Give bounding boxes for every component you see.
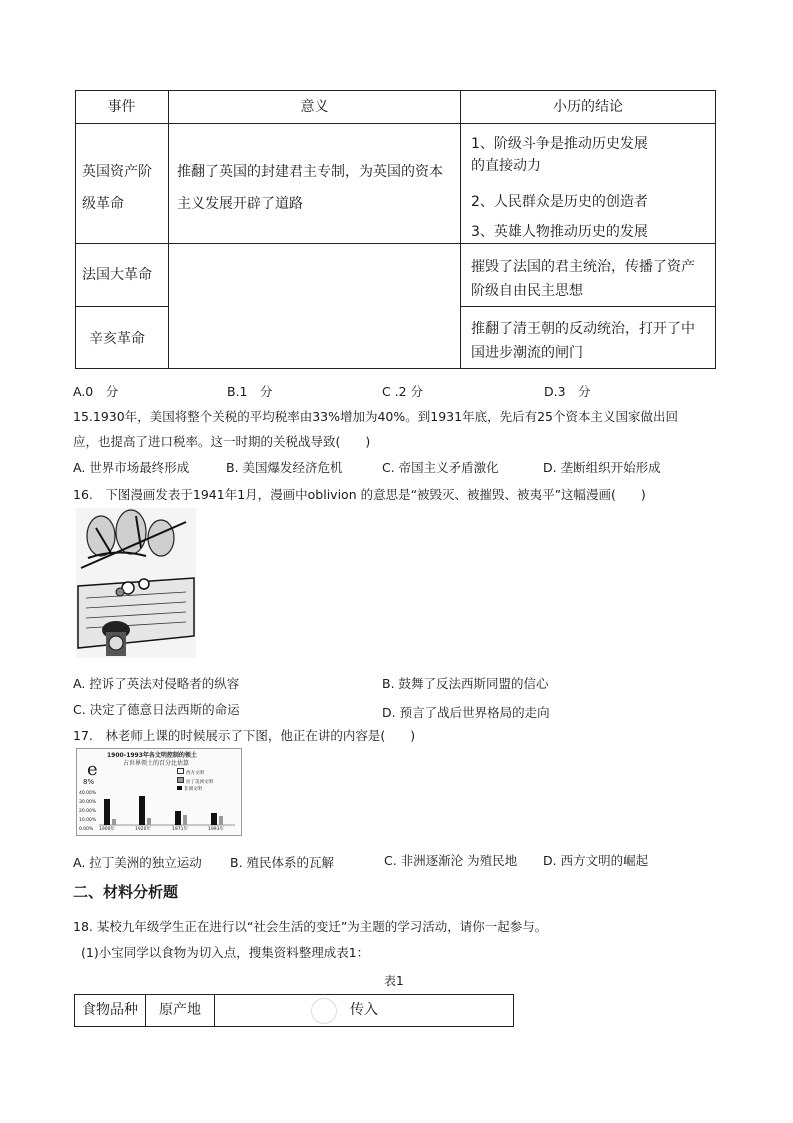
meaning-english-line2: 主义发展开辟了道路	[177, 196, 303, 212]
table1-caption: 表1	[384, 974, 404, 988]
q17-text: 17. 林老师上课的时候展示了下图，他正在讲的内容是( )	[73, 728, 416, 743]
event-french-revolution: 法国大革命	[82, 267, 152, 283]
legend-latin: 拉丁美洲文明	[186, 780, 213, 785]
q16-option-a[interactable]: A. 控诉了英法对侵略者的纵容	[73, 676, 240, 691]
food-header-variety: 食物品种	[82, 1002, 138, 1018]
legend-western: 西方文明	[186, 771, 204, 776]
bar-1920-western	[139, 796, 145, 825]
bar-1900-western	[104, 799, 110, 825]
q17-option-b[interactable]: B. 殖民体系的瓦解	[230, 855, 335, 870]
q16-option-d[interactable]: D. 预言了战后世界格局的走向	[382, 705, 550, 720]
legend-africa: 非洲文明	[184, 787, 202, 792]
q15-option-a[interactable]: A. 世界市场最终形成	[73, 460, 190, 475]
event-xinhai-revolution: 辛亥革命	[89, 331, 145, 347]
bar-1993-latin	[219, 816, 223, 825]
q17-option-a[interactable]: A. 拉丁美洲的独立运动	[73, 855, 202, 870]
event-english-revolution-line1: 英国资产阶	[82, 164, 152, 180]
q15-text-line2: 应，也提高了进口税率。这一时期的关税战导致( )	[73, 434, 371, 449]
conclusion-2: 2、人民群众是历史的创造者	[471, 194, 648, 210]
chart-title-line1: 1900-1993年各文明控制的领土	[107, 752, 197, 759]
header-meaning: 意义	[300, 99, 329, 115]
ytick-0: 0.00%	[79, 827, 94, 832]
ytick-40: 40.00%	[79, 791, 97, 796]
meaning-xinhai-line2: 国进步潮流的闸门	[471, 345, 583, 361]
xtick-1900: 1900年	[99, 827, 115, 832]
q16-text: 16. 下图漫画发表于1941年1月，漫画中oblivion 的意思是“被毁灭、被摧毁、被夷平”这幅漫画( )	[73, 487, 646, 502]
chart-big-letter: e	[87, 759, 98, 780]
q15-option-c[interactable]: C. 帝国主义矛盾激化	[382, 460, 499, 475]
q15-text-line1: 15.1930年，美国将整个关税的平均税率由33%增加为40%。到1931年底，先后有25个资本主义国家做出回	[73, 409, 678, 424]
q17-option-c[interactable]: C. 非洲逐渐沦 为殖民地	[384, 853, 518, 868]
meaning-xinhai-line1: 推翻了清王朝的反动统治，打开了中	[471, 321, 695, 337]
meaning-english-line1: 推翻了英国的封建君主专制，为英国的资本	[177, 164, 443, 180]
q14-option-c[interactable]: C .2 分	[382, 384, 424, 399]
food-header-origin: 原产地	[159, 1002, 201, 1018]
q16-option-b[interactable]: B. 鼓舞了反法西斯同盟的信心	[382, 676, 549, 691]
ytick-30: 30.00%	[79, 800, 97, 805]
meaning-french-line1: 摧毁了法国的君主统治，传播了资产	[471, 259, 695, 275]
food-header-introduced: 传入	[350, 1002, 378, 1018]
event-english-revolution-line2: 级革命	[82, 196, 124, 212]
food-table	[74, 994, 514, 1027]
conclusion-1a: 1、阶级斗争是推动历史发展	[471, 136, 648, 152]
q15-option-b[interactable]: B. 美国爆发经济危机	[226, 460, 343, 475]
section2-title: 二、材料分析题	[73, 883, 179, 901]
q14-option-d[interactable]: D.3 分	[544, 384, 591, 399]
bar-1971-western	[175, 811, 181, 825]
bar-1971-latin	[183, 815, 187, 825]
xtick-1993: 1993年	[208, 827, 224, 832]
bar-1920-latin	[147, 818, 151, 825]
bar-1900-latin	[112, 819, 116, 825]
q17-option-d[interactable]: D. 西方文明的崛起	[543, 853, 649, 868]
header-event: 事件	[107, 99, 136, 115]
bar-1993-western	[211, 813, 217, 825]
ytick-10: 10.00%	[79, 818, 97, 823]
q17-territory-chart	[76, 748, 242, 836]
header-conclusion: 小历的结论	[553, 99, 623, 115]
xtick-1971: 1971年	[172, 827, 188, 832]
conclusion-3: 3、英雄人物推动历史的发展	[471, 224, 648, 240]
q18-text: 18. 某校九年级学生正在进行以“社会生活的变迁”为主题的学习活动，请你一起参与。	[73, 919, 548, 934]
xtick-1920: 1920年	[135, 827, 151, 832]
q15-option-d[interactable]: D. 垄断组织开始形成	[543, 460, 661, 475]
chart-title-line2: 占世界领土的百分比估算	[123, 760, 190, 767]
conclusion-1b: 的直接动力	[471, 158, 541, 174]
q16-cartoon-image	[76, 508, 196, 658]
history-conclusion-table	[75, 90, 716, 369]
watermark-logo	[311, 998, 337, 1024]
ytick-20: 20.00%	[79, 809, 97, 814]
q16-option-c[interactable]: C. 决定了德意日法西斯的命运	[73, 702, 240, 717]
q18-sub-question: (1)小宝同学以食物为切入点，搜集资料整理成表1：	[81, 945, 370, 960]
meaning-french-line2: 阶级自由民主思想	[471, 283, 583, 299]
q14-option-b[interactable]: B.1 分	[227, 384, 273, 399]
chart-pct-label: 8%	[83, 778, 95, 786]
q14-option-a[interactable]: A.0 分	[73, 384, 119, 399]
